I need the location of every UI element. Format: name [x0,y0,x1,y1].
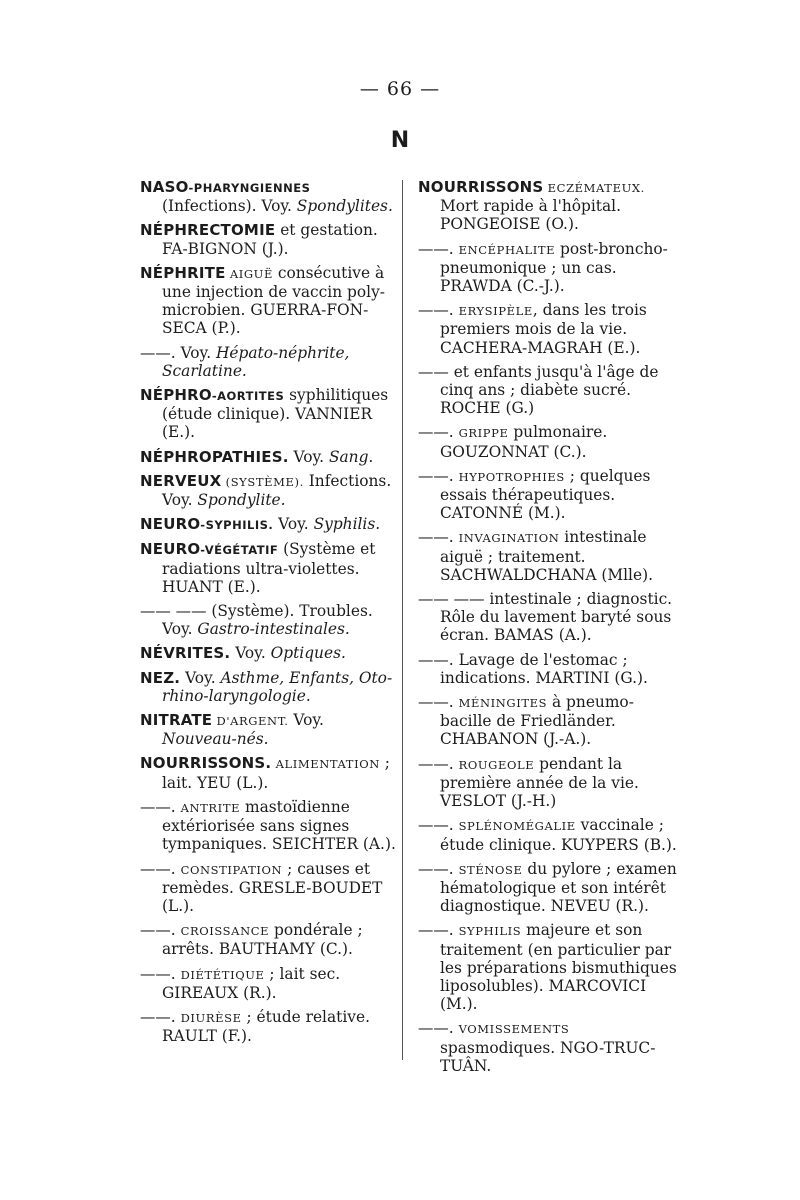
entry-dash: ——. [418,301,459,320]
entry-text: (Système et radiations ultra-violettes. HUANT (E.). [162,540,376,596]
index-entry [418,860,680,916]
entry-headword: NERVEUX [140,471,222,490]
entry-text: (Infections). Voy. [162,197,297,216]
index-entry [418,301,680,357]
entry-subheading: CROISSANCE [180,924,270,939]
entry-text: Voy. [288,447,329,466]
index-entry [140,798,402,854]
index-entry [418,178,680,234]
entry-headword-suffix: -PHARYNGIENNES [188,181,311,195]
entry-headword-suffix: -AORTITES [211,389,285,404]
entry-text: Voy. [180,343,216,362]
index-entry [418,363,680,418]
index-entry [418,1019,680,1075]
entry-cross-reference: Asthme, Enfants, Oto-rhino-laryngologie. [162,668,393,705]
index-entry [418,651,680,687]
index-entry [140,644,402,662]
entry-subheading: ROUGEOLE [458,757,535,772]
index-entry [140,711,402,748]
entry-dash: ——. [140,343,181,362]
entry-text: Voy. [230,644,271,663]
entry-text: à pneumo-bacille de Friedländer. CHABANON (J.-A.). [440,693,634,749]
entry-dash: ——. [418,693,459,712]
entry-subheading: GRIPPE [458,426,509,441]
index-entry [140,448,402,466]
entry-headword: NITRATE [140,711,213,730]
entry-dash: ——. [418,859,459,878]
entry-text: Lavage de l'estomac ; indications. MARTINI (G.). [440,650,648,687]
entry-subheading: STÉNOSE [458,862,523,877]
index-entry [418,423,680,460]
entry-headword: NEURO [140,540,201,559]
entry-subheading: VOMISSEMENTS [458,1022,570,1037]
entry-subheading: ECZÉMATEUX. [543,181,645,195]
entry-dash: ——. [418,921,459,940]
entry-subheading: DIURÈSE [180,1010,242,1025]
entry-dash: ——. [418,528,459,547]
index-entry [418,590,680,645]
entry-dash: ——. [140,1007,181,1026]
entry-text: ; quelques essais thérapeutiques. CATONNÉ (M.). [440,466,651,523]
entry-dash: —— —— [418,590,490,609]
entry-headword: NÉVRITES. [140,644,231,663]
entry-dash: ——. [418,816,459,835]
entry-text: et enfants jusqu'à l'âge de cinq ans ; diabète sucré. ROCHE (G.) [440,362,659,418]
index-entry [140,965,402,1002]
index-entry [140,754,402,791]
right-column [418,178,680,1081]
entry-dash: ——. [418,754,459,773]
entry-text: ; lait sec. GIREAUX (R.). [162,964,341,1002]
index-entry [140,860,402,916]
entry-dash: ——. [418,650,459,669]
entry-text: du pylore ; examen hématologique et son intérêt diagnostique. NEVEU (R.). [440,859,677,916]
entry-text: vaccinale ; étude clinique. KUYPERS (B.). [440,816,677,854]
index-entry [418,528,680,584]
entry-subheading: SPLÉNOMÉGALIE [458,819,576,834]
entry-cross-reference: Spondylite. [197,491,286,510]
entry-dash: ——. [418,423,459,442]
entry-headword-suffix: -SYPHILIS. [200,518,274,533]
index-entry [140,921,402,958]
entry-cross-reference: Optiques. [270,644,346,663]
entry-text: intestinale ; diagnostic. Rôle du lavement baryté sous écran. BAMAS (A.). [440,590,673,645]
entry-headword-suffix: -VÉGÉTATIF [200,543,279,558]
entry-subheading: INVAGINATION [458,531,560,546]
entry-text: consécutive à une injection de vaccin poly-microbien. GUERRA-FON-SECA (P.). [162,263,385,338]
entry-subheading: AIGUË [225,266,273,281]
entry-text: spasmodiques. NGO-TRUC-TUÂN. [440,1038,656,1075]
entry-dash: ——. [418,1019,459,1038]
index-entry [140,540,402,596]
entry-text: Mort rapide à l'hôpital. PONGEOISE (O.). [440,197,621,234]
entry-text: pulmonaire. GOUZONNAT (C.). [440,423,608,461]
index-entry [140,386,402,442]
entry-cross-reference: Nouveau-nés. [162,730,269,749]
entry-text: (Système). Troubles. Voy. [162,602,373,639]
entry-text: Voy. [180,668,221,687]
entry-text: pondérale ; arrêts. BAUTHAMY (C.). [162,921,363,959]
entry-dash: ——. [140,921,181,940]
entry-text: mastoïdienne extériorisée sans signes tympaniques. SEICHTER (A.). [162,797,396,854]
index-entry [418,921,680,1013]
section-letter: N [390,128,410,153]
index-entry [140,221,402,257]
entry-text: post-broncho-pneumonique ; un cas. PRAWDA (C.-J.). [440,239,668,296]
entry-dash: ——. [140,797,181,816]
entry-headword: NASO [140,178,189,196]
entry-dash: ——. [140,964,181,983]
entry-subheading: ENCÉPHALITE [458,242,556,257]
entry-subheading: ALIMENTATION [271,757,380,772]
entry-cross-reference: Sang. [328,447,374,466]
entry-cross-reference: Gastro-intestinales. [197,620,350,639]
entry-cross-reference: Hépato-néphrite, Scarlatine. [162,343,350,380]
entry-subheading: CONSTIPATION [180,862,283,877]
entry-headword: NEZ. [140,668,181,687]
entry-text: , dans les trois premiers mois de la vie. CACHERA-MAGRAH (E.). [440,301,647,357]
entry-text: ; étude relative. RAULT (F.). [162,1007,370,1046]
entry-text: majeure et son traitement (en particulier par les préparations bismuthiques liposolubles). MARCOVICI (M.). [440,921,677,1014]
entry-text: Voy. [273,515,314,534]
entry-text: pendant la première année de la vie. VESLOT (J.-H.) [440,754,639,811]
entry-text: intestinale aiguë ; traitement. SACHWALDCHANA (Mlle). [440,528,653,584]
entry-headword: NÉPHROPATHIES. [140,447,289,466]
entry-text: ; causes et remèdes. GRESLE-BOUDET (L.). [162,859,383,915]
entry-subheading: SYPHILIS [458,924,522,939]
index-entry [140,344,402,380]
page-number: — 66 — [359,78,441,100]
entry-text: et gestation. FA-BIGNON (J.). [162,221,378,258]
entry-text: ; lait. YEU (L.). [162,754,390,792]
entry-text: Voy. [288,711,324,730]
entry-dash: ——. [140,859,181,878]
index-entry [140,264,402,338]
entry-text: Infections. Voy. [162,471,392,510]
index-entry [418,240,680,296]
entry-subheading: ERYSIPÈLE [458,304,533,319]
entry-headword: NÉPHRITE [140,263,226,282]
entry-dash: ——. [418,466,459,485]
index-entry [140,178,402,215]
entry-subheading: MÉNINGITES [458,696,548,711]
entry-subheading: HYPOTROPHIES [458,469,565,484]
entry-subheading: ANTRITE [180,800,241,815]
entry-dash: ——. [418,239,459,258]
entry-subheading: (SYSTÈME). [221,474,304,489]
entry-dash: —— —— [140,602,212,621]
entry-headword: NOURRISSONS [418,178,544,196]
entry-headword: NEURO [140,515,201,534]
entry-subheading: DIÉTÉTIQUE [180,967,265,982]
index-entry [418,816,680,853]
entry-headword: NÉPHRO [140,386,212,405]
index-entry [140,669,402,705]
entry-cross-reference: Spondylites. [296,197,393,216]
entry-cross-reference: Syphilis. [313,515,381,534]
column-divider [402,180,403,1060]
index-entry [418,467,680,523]
index-entry [140,1008,402,1045]
entry-text: syphilitiques (étude clinique). VANNIER (E.). [162,386,389,442]
left-column [140,178,402,1051]
index-entry [418,693,680,749]
entry-headword: NÉPHRECTOMIE [140,221,276,240]
entry-dash: —— [418,362,454,381]
index-entry [140,472,402,509]
entry-subheading: D'ARGENT. [212,714,289,729]
index-entry [140,602,402,638]
index-entry [140,515,402,534]
index-entry [418,755,680,811]
entry-headword: NOURRISSONS. [140,754,272,773]
